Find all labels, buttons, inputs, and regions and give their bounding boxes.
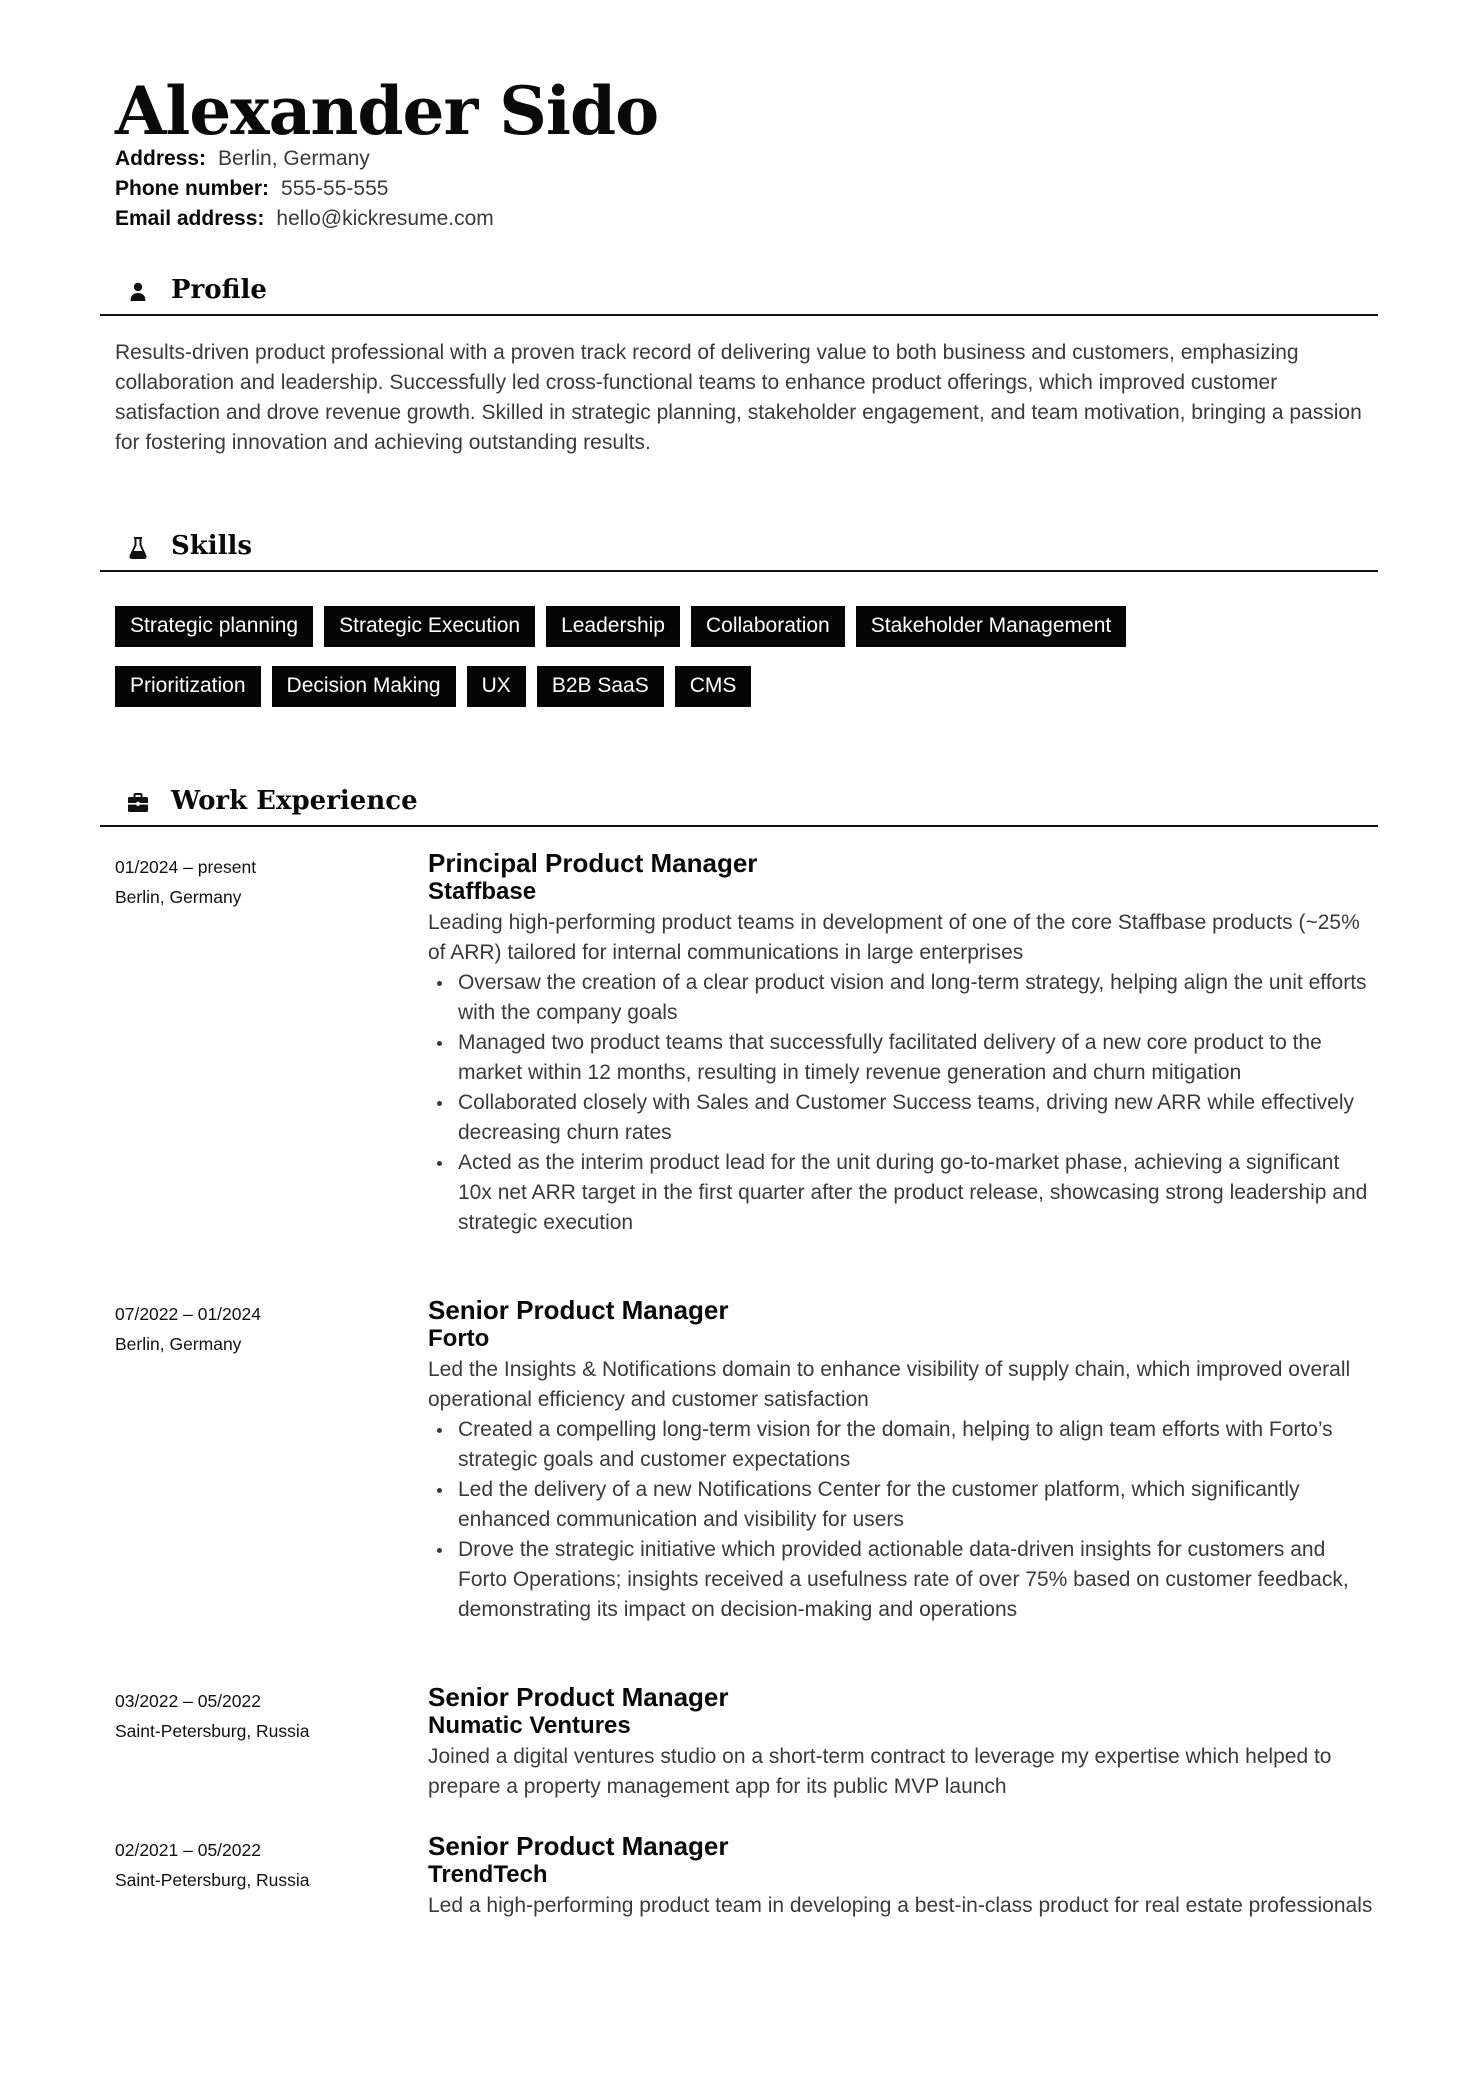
contact-label: Phone number: [115,177,270,200]
job-title: Principal Product Manager [428,848,758,878]
contact-value: 555-55-555 [281,177,389,200]
person-icon [126,280,150,304]
job-company: Staffbase [428,878,537,905]
flask-icon [126,536,150,560]
job-meta [115,1835,415,1895]
profile-section-header [100,268,1378,316]
job-location: Saint-Petersburg, Russia [115,1721,310,1741]
job-dates: 03/2022 – 05/2022 [115,1691,261,1711]
job-body [428,1295,1378,1625]
contact-value: hello@kickresume.com [276,207,494,230]
job-body [428,1831,1378,1921]
contact-info [115,144,494,234]
contact-label: Address: [115,147,207,170]
job-dates: 02/2021 – 05/2022 [115,1840,261,1860]
section-title-skills: Skills [171,531,253,561]
skill-tag: UX [467,666,526,707]
job-bullet: Managed two product teams that successfully facilitated delivery of a new core product to the market within 12 months, resulting in timely revenue generation and churn mitigation [428,1028,1378,1088]
contact-email [115,204,494,234]
job-location: Saint-Petersburg, Russia [115,1870,310,1890]
skill-tag: CMS [675,666,752,707]
job-meta [115,1686,415,1746]
job-company: Forto [428,1325,490,1352]
skill-tag: B2B SaaS [537,666,664,707]
skill-row [115,666,1375,707]
job-meta [115,1299,415,1359]
job-bullet: Led the delivery of a new Notifications Center for the customer platform, which significantly enhanced communication and visibility for users [428,1475,1378,1535]
job-description: Joined a digital ventures studio on a short-term contract to leverage my expertise which helped to prepare a property management app for its public MVP launch [428,1745,1332,1798]
job-bullet: Created a compelling long-term vision for the domain, helping to align team efforts with Forto’s strategic goals and customer expectations [428,1415,1378,1475]
skill-tag: Prioritization [115,666,261,707]
contact-label: Email address: [115,207,265,230]
section-title-work: Work Experience [171,786,418,816]
skill-tag: Decision Making [272,666,456,707]
skill-tag: Strategic Execution [324,606,535,647]
briefcase-icon [126,791,150,815]
contact-phone [115,174,494,204]
job-dates: 01/2024 – present [115,857,257,877]
section-title-profile: Profile [171,275,267,305]
job-description: Led a high-performing product team in developing a best-in-class product for real estate professionals [428,1894,1373,1917]
skill-row [115,606,1375,647]
job-description: Led the Insights & Notifications domain to enhance visibility of supply chain, which improved overall operational efficiency and customer satisfaction [428,1358,1351,1411]
job-bullets [428,968,1378,1238]
job-meta [115,852,415,912]
skill-tag: Collaboration [691,606,845,647]
job-company: Numatic Ventures [428,1712,631,1739]
job-body [428,848,1378,1238]
job-title: Senior Product Manager [428,1831,729,1861]
job-title: Senior Product Manager [428,1295,729,1325]
job-title: Senior Product Manager [428,1682,729,1712]
job-bullet: Collaborated closely with Sales and Customer Success teams, driving new ARR while effectively decreasing churn rates [428,1088,1378,1148]
skill-tag: Leadership [546,606,680,647]
skill-tag: Strategic planning [115,606,313,647]
job-description: Leading high-performing product teams in development of one of the core Staffbase products (~25% of ARR) tailored for internal communications in large enterprises [428,911,1360,964]
job-bullet: Oversaw the creation of a clear product vision and long-term strategy, helping align the unit efforts with the company goals [428,968,1378,1028]
job-bullet: Acted as the interim product lead for the unit during go-to-market phase, achieving a significant 10x net ARR target in the first quarter after the product release, showcasing strong leadership and strategic execution [428,1148,1378,1238]
job-location: Berlin, Germany [115,887,242,907]
job-dates: 07/2022 – 01/2024 [115,1304,261,1324]
job-bullets [428,1415,1378,1625]
skill-tag: Stakeholder Management [856,606,1127,647]
job-company: TrendTech [428,1861,548,1888]
work-section-header [100,779,1378,827]
candidate-name: Alexander Sido [115,72,659,150]
contact-value: Berlin, Germany [218,147,370,170]
profile-summary: Results-driven product professional with a proven track record of delivering value to both business and customers, emphasizing collaboration and leadership. Successfully led cross-functional teams to enhance product offerings, which improved customer satisfaction and drove revenue growth. Skilled in strategic planning, stakeholder engagement, and team motivation, bringing a passion for fostering innovation and achieving outstanding results. [115,341,1362,454]
job-bullet: Drove the strategic initiative which provided actionable data-driven insights for customers and Forto Operations; insights received a usefulness rate of over 75% based on customer feedback, demonstrating its impact on decision-making and operations [428,1535,1378,1625]
job-body [428,1682,1378,1802]
job-location: Berlin, Germany [115,1334,242,1354]
skills-list [115,606,1375,726]
skills-section-header [100,524,1378,572]
contact-address [115,144,494,174]
